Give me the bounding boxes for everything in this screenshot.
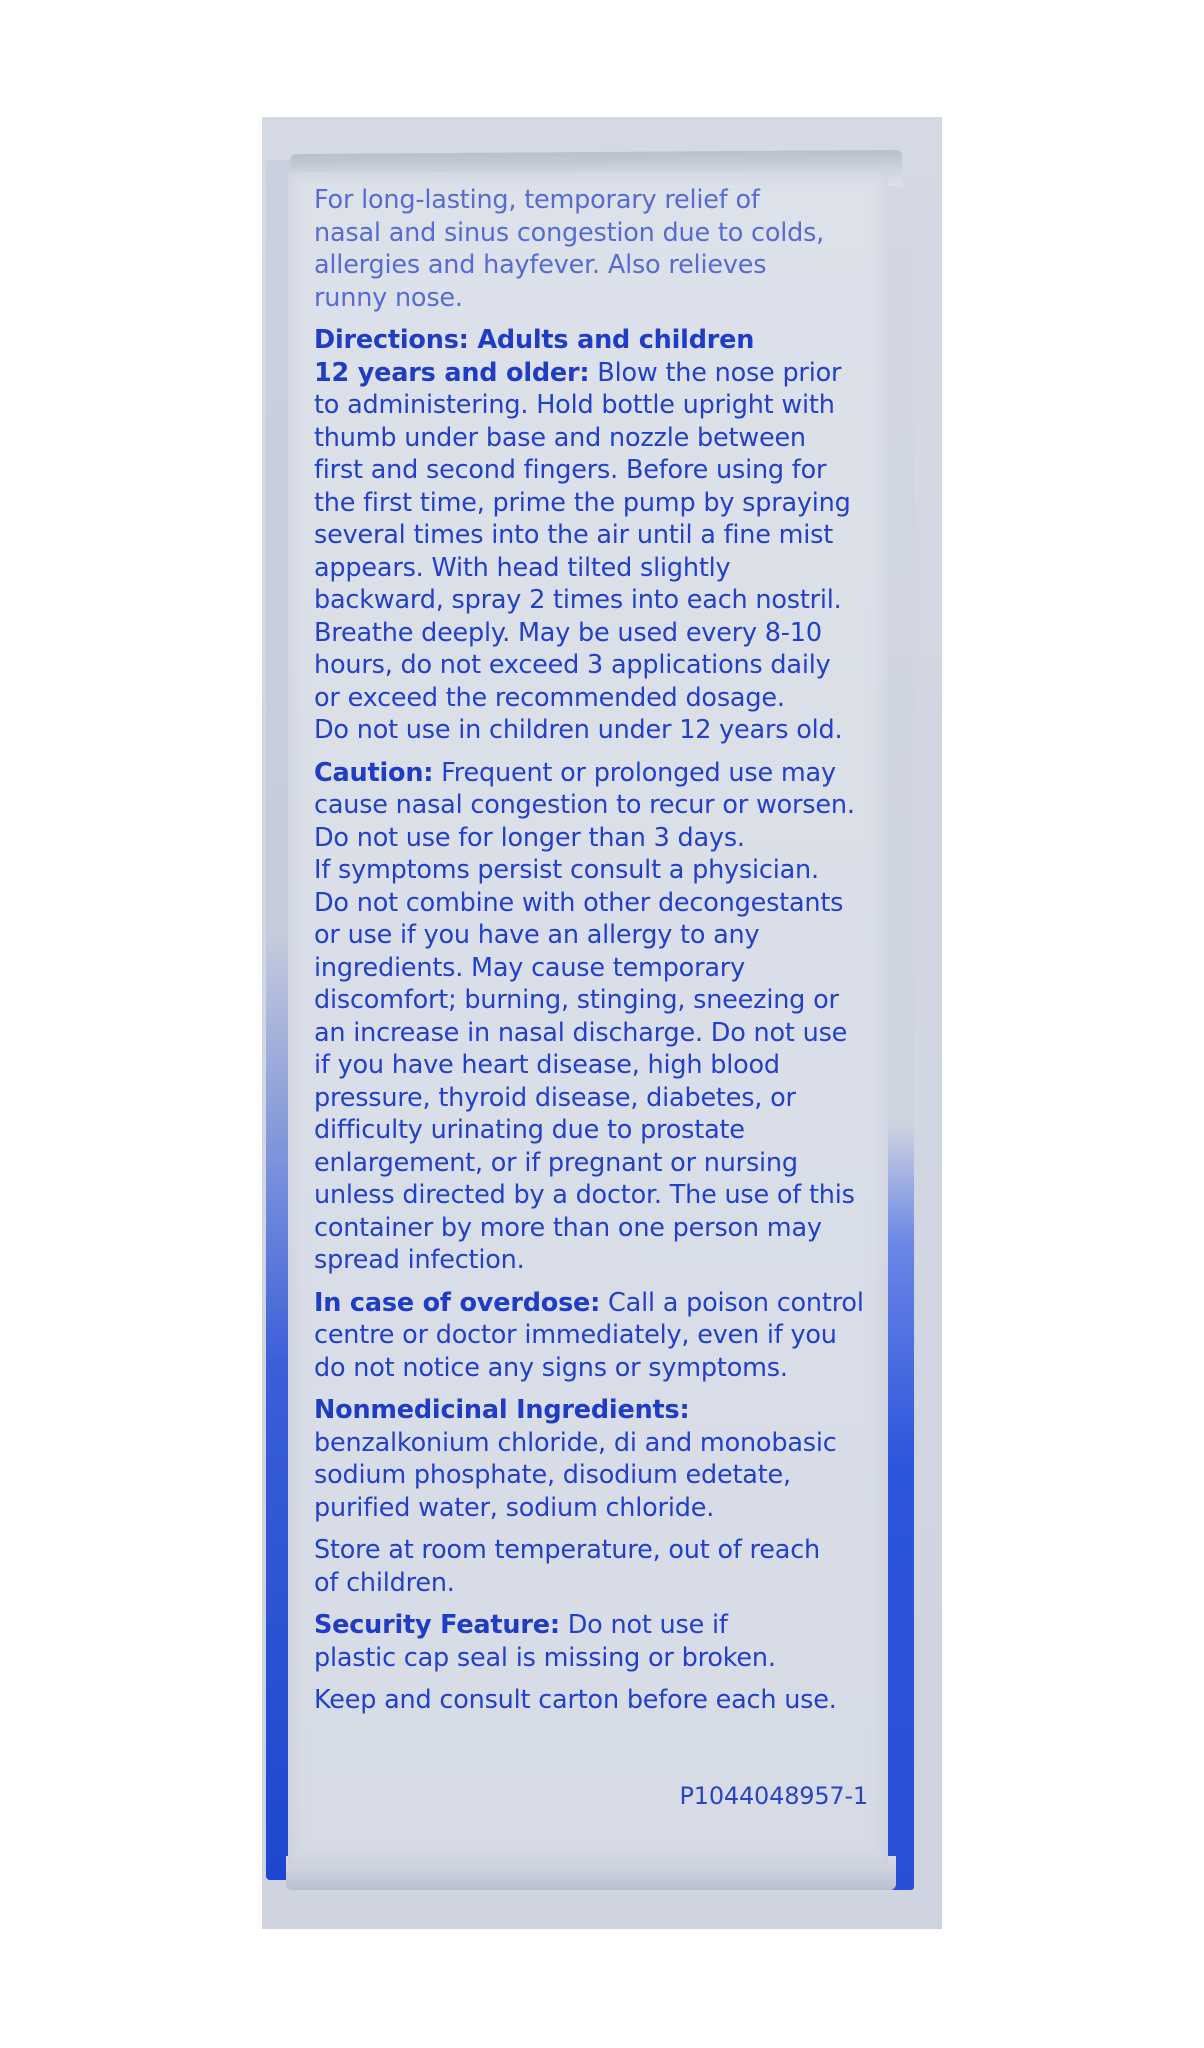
caution-text: Frequent or prolonged use may cause nasal congestion to recur or worsen. Do not use for longer than 3 days. If symptoms persist consult a physician. Do not combine with other decongestants or use if you have an allergy to any ingredients. May cause temporary discomfort; burning, stinging, sneezing or an increase in nasal discharge. Do not use if you have heart disease, high blood pressure, thyroid disease, diabetes, or difficulty urinating due to prostate enlargement, or if pregnant or nursing unless directed by a doctor. The use of this container by more than one person may spread infection.: [314, 757, 855, 1275]
overdose-heading: In case of overdose:: [314, 1287, 601, 1318]
storage-paragraph: Store at room temperature, out of reach of children.: [314, 1535, 820, 1598]
security-paragraph: [314, 1609, 874, 1674]
label-text-block: [314, 184, 874, 1727]
caution-heading: Caution:: [314, 757, 434, 788]
caution-paragraph: [314, 757, 874, 1277]
directions-paragraph: [314, 324, 874, 747]
overdose-text: Call a poison control centre or doctor immediately, even if you do not notice any signs or symptoms.: [314, 1287, 864, 1383]
ingredients-text: benzalkonium chloride, di and monobasic sodium phosphate, disodium edetate, purified water, sodium chloride.: [314, 1427, 837, 1523]
security-heading: Security Feature:: [314, 1610, 560, 1640]
lot-code: P1044048957-1: [679, 1782, 868, 1810]
ingredients-heading: Nonmedicinal Ingredients:: [314, 1395, 690, 1425]
overdose-paragraph: [314, 1287, 874, 1385]
ingredients-paragraph: [314, 1394, 874, 1524]
directions-heading: Directions: Adults and children 12 years and older:: [314, 325, 755, 388]
keep-carton-paragraph: Keep and consult carton before each use.: [314, 1685, 837, 1715]
indications-paragraph: For long-lasting, temporary relief of nasal and sinus congestion due to colds, allergies and hayfever. Also relieves runny nose.: [314, 185, 825, 313]
security-text: Do not use if plastic cap seal is missing or broken.: [314, 1610, 776, 1673]
directions-text: Blow the nose prior to administering. Hold bottle upright with thumb under base and nozzle between first and second fingers. Before using for the first time, prime the pump by spraying several times into the air until a fine mist appears. With head tilted slightly backward, spray 2 times into each nostril. Breathe deeply. May be used every 8-10 hours, do not exceed 3 applications daily or exceed the recommended dosage. Do not use in children under 12 years old.: [314, 357, 851, 745]
